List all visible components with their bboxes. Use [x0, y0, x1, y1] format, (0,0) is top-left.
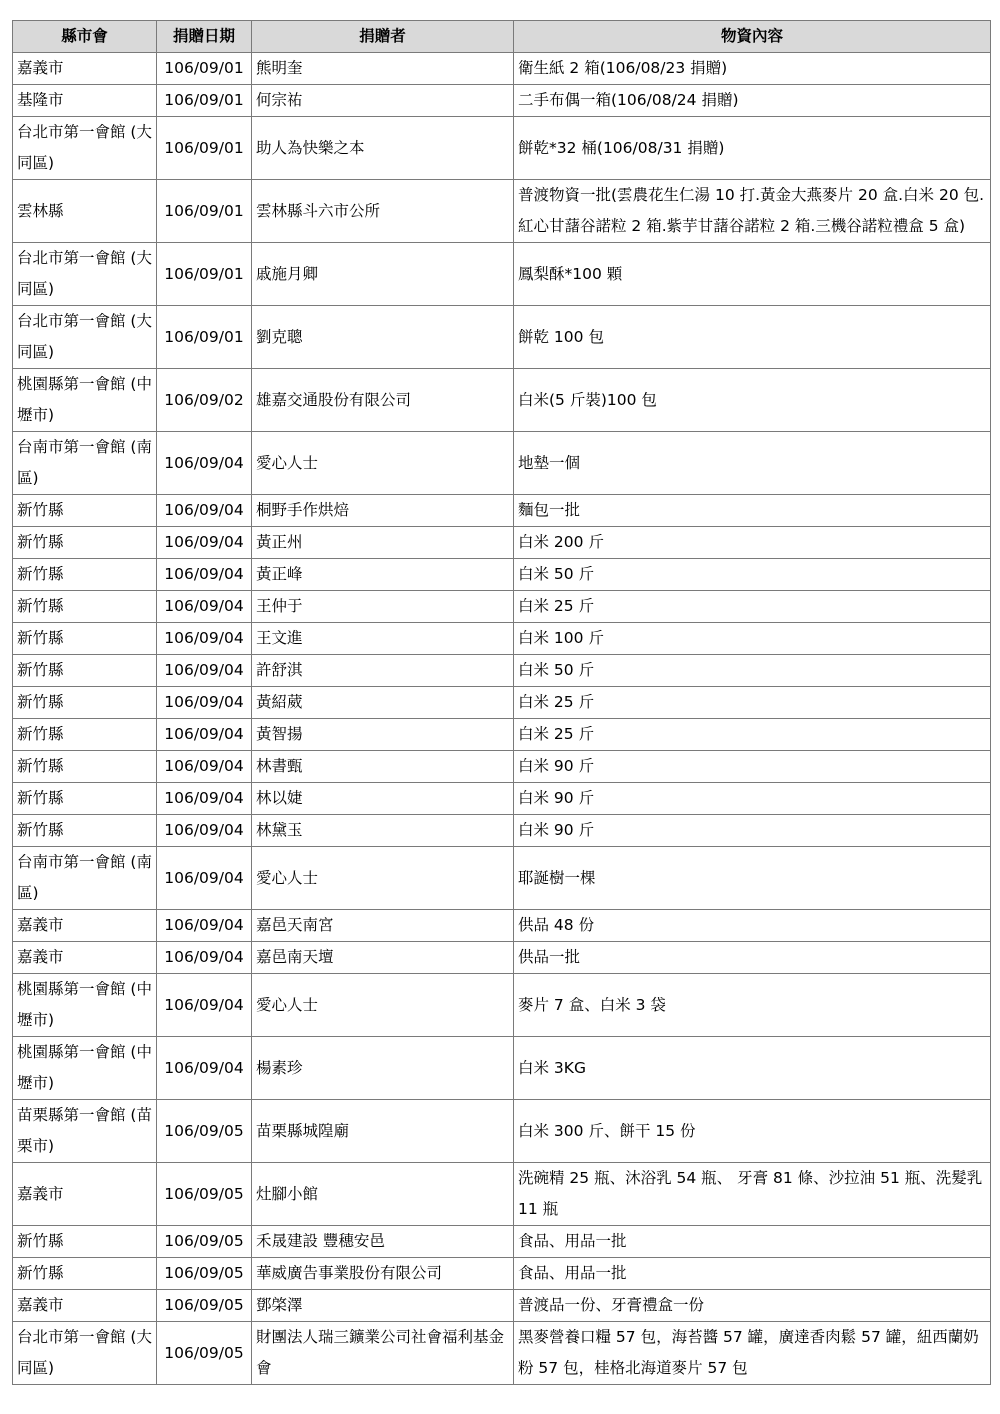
- county-cell: 新竹縣: [13, 655, 157, 687]
- county-cell: 新竹縣: [13, 783, 157, 815]
- date-cell: 106/09/04: [157, 687, 252, 719]
- table-row: [13, 85, 991, 117]
- items-cell: 供品一批: [514, 942, 991, 974]
- header-date: 捐贈日期: [157, 21, 252, 53]
- items-cell: 餅乾*32 桶(106/08/31 捐贈): [514, 117, 991, 180]
- header-donor: 捐贈者: [252, 21, 514, 53]
- county-cell: 新竹縣: [13, 623, 157, 655]
- items-cell: 白米 3KG: [514, 1037, 991, 1100]
- date-cell: 106/09/04: [157, 495, 252, 527]
- date-cell: 106/09/05: [157, 1258, 252, 1290]
- county-cell: 台北市第一會館 (大同區): [13, 1322, 157, 1385]
- donor-cell: 雲林縣斗六市公所: [252, 180, 514, 243]
- table-row: [13, 623, 991, 655]
- donor-cell: 助人為快樂之本: [252, 117, 514, 180]
- items-cell: 洗碗精 25 瓶、沐浴乳 54 瓶、 牙膏 81 條、沙拉油 51 瓶、洗髮乳 11 瓶: [514, 1163, 991, 1226]
- items-cell: 耶誕樹一棵: [514, 847, 991, 910]
- county-cell: 雲林縣: [13, 180, 157, 243]
- date-cell: 106/09/01: [157, 180, 252, 243]
- date-cell: 106/09/04: [157, 559, 252, 591]
- donor-cell: 王仲于: [252, 591, 514, 623]
- county-cell: 基隆市: [13, 85, 157, 117]
- items-cell: 白米 25 斤: [514, 687, 991, 719]
- items-cell: 白米 200 斤: [514, 527, 991, 559]
- county-cell: 新竹縣: [13, 1226, 157, 1258]
- table-row: [13, 1037, 991, 1100]
- date-cell: 106/09/01: [157, 243, 252, 306]
- items-cell: 普渡品一份、牙膏禮盒一份: [514, 1290, 991, 1322]
- items-cell: 白米 50 斤: [514, 655, 991, 687]
- county-cell: 桃園縣第一會館 (中壢市): [13, 369, 157, 432]
- items-cell: 麥片 7 盒、白米 3 袋: [514, 974, 991, 1037]
- county-cell: 新竹縣: [13, 527, 157, 559]
- table-body: [13, 53, 991, 1385]
- table-row: [13, 1322, 991, 1385]
- items-cell: 白米 300 斤、餅干 15 份: [514, 1100, 991, 1163]
- date-cell: 106/09/04: [157, 1037, 252, 1100]
- table-row: [13, 591, 991, 623]
- table-row: [13, 1226, 991, 1258]
- date-cell: 106/09/02: [157, 369, 252, 432]
- county-cell: 新竹縣: [13, 1258, 157, 1290]
- date-cell: 106/09/04: [157, 623, 252, 655]
- items-cell: 二手布偶一箱(106/08/24 捐贈): [514, 85, 991, 117]
- date-cell: 106/09/05: [157, 1290, 252, 1322]
- county-cell: 嘉義市: [13, 1163, 157, 1226]
- table-row: [13, 369, 991, 432]
- table-row: [13, 655, 991, 687]
- donor-cell: 熊明奎: [252, 53, 514, 85]
- donor-cell: 許舒淇: [252, 655, 514, 687]
- date-cell: 106/09/05: [157, 1226, 252, 1258]
- county-cell: 台南市第一會館 (南區): [13, 432, 157, 495]
- county-cell: 台南市第一會館 (南區): [13, 847, 157, 910]
- donor-cell: 禾晟建設 豐穗安邑: [252, 1226, 514, 1258]
- county-cell: 新竹縣: [13, 559, 157, 591]
- items-cell: 白米 25 斤: [514, 719, 991, 751]
- date-cell: 106/09/04: [157, 783, 252, 815]
- donor-cell: 華威廣告事業股份有限公司: [252, 1258, 514, 1290]
- date-cell: 106/09/04: [157, 942, 252, 974]
- table-row: [13, 783, 991, 815]
- donor-cell: 林黛玉: [252, 815, 514, 847]
- date-cell: 106/09/01: [157, 53, 252, 85]
- county-cell: 台北市第一會館 (大同區): [13, 243, 157, 306]
- donor-cell: 劉克聰: [252, 306, 514, 369]
- donor-cell: 林書甄: [252, 751, 514, 783]
- donor-cell: 楊素珍: [252, 1037, 514, 1100]
- items-cell: 黑麥營養口糧 57 包，海苔醬 57 罐，廣達香肉鬆 57 罐，紐西蘭奶粉 57 包，桂格北海道麥片 57 包: [514, 1322, 991, 1385]
- date-cell: 106/09/01: [157, 117, 252, 180]
- donor-cell: 黃紹葳: [252, 687, 514, 719]
- county-cell: 台北市第一會館 (大同區): [13, 117, 157, 180]
- items-cell: 白米 25 斤: [514, 591, 991, 623]
- items-cell: 衛生紙 2 箱(106/08/23 捐贈): [514, 53, 991, 85]
- donor-cell: 雄嘉交通股份有限公司: [252, 369, 514, 432]
- donor-cell: 嘉邑南天壇: [252, 942, 514, 974]
- items-cell: 食品、用品一批: [514, 1226, 991, 1258]
- table-header-row: [13, 21, 991, 53]
- donor-cell: 苗栗縣城隍廟: [252, 1100, 514, 1163]
- table-row: [13, 1100, 991, 1163]
- donor-cell: 愛心人士: [252, 432, 514, 495]
- county-cell: 新竹縣: [13, 719, 157, 751]
- table-row: [13, 243, 991, 306]
- donor-cell: 鄧棨澤: [252, 1290, 514, 1322]
- date-cell: 106/09/04: [157, 527, 252, 559]
- date-cell: 106/09/04: [157, 847, 252, 910]
- county-cell: 苗栗縣第一會館 (苗栗市): [13, 1100, 157, 1163]
- date-cell: 106/09/04: [157, 432, 252, 495]
- donor-cell: 何宗祐: [252, 85, 514, 117]
- county-cell: 新竹縣: [13, 815, 157, 847]
- table-row: [13, 815, 991, 847]
- date-cell: 106/09/04: [157, 910, 252, 942]
- donor-cell: 桐野手作烘焙: [252, 495, 514, 527]
- items-cell: 食品、用品一批: [514, 1258, 991, 1290]
- table-row: [13, 847, 991, 910]
- table-row: [13, 53, 991, 85]
- table-row: [13, 559, 991, 591]
- items-cell: 鳳梨酥*100 顆: [514, 243, 991, 306]
- items-cell: 白米 90 斤: [514, 751, 991, 783]
- donor-cell: 王文進: [252, 623, 514, 655]
- table-row: [13, 687, 991, 719]
- county-cell: 台北市第一會館 (大同區): [13, 306, 157, 369]
- date-cell: 106/09/01: [157, 306, 252, 369]
- table-row: [13, 432, 991, 495]
- county-cell: 嘉義市: [13, 942, 157, 974]
- date-cell: 106/09/04: [157, 655, 252, 687]
- donor-cell: 愛心人士: [252, 974, 514, 1037]
- county-cell: 新竹縣: [13, 495, 157, 527]
- table-row: [13, 974, 991, 1037]
- header-county: 縣市會: [13, 21, 157, 53]
- donor-cell: 林以婕: [252, 783, 514, 815]
- donor-cell: 灶腳小館: [252, 1163, 514, 1226]
- table-row: [13, 751, 991, 783]
- items-cell: 白米 50 斤: [514, 559, 991, 591]
- items-cell: 白米 90 斤: [514, 783, 991, 815]
- donor-cell: 黃智揚: [252, 719, 514, 751]
- donor-cell: 黃正州: [252, 527, 514, 559]
- donor-cell: 黃正峰: [252, 559, 514, 591]
- county-cell: 新竹縣: [13, 751, 157, 783]
- donor-cell: 愛心人士: [252, 847, 514, 910]
- county-cell: 嘉義市: [13, 53, 157, 85]
- date-cell: 106/09/04: [157, 591, 252, 623]
- donor-cell: 財團法人瑞三鑛業公司社會福利基金會: [252, 1322, 514, 1385]
- items-cell: 麵包一批: [514, 495, 991, 527]
- table-row: [13, 719, 991, 751]
- date-cell: 106/09/05: [157, 1322, 252, 1385]
- table-row: [13, 495, 991, 527]
- date-cell: 106/09/05: [157, 1163, 252, 1226]
- items-cell: 白米 100 斤: [514, 623, 991, 655]
- items-cell: 白米 90 斤: [514, 815, 991, 847]
- date-cell: 106/09/04: [157, 815, 252, 847]
- table-row: [13, 1163, 991, 1226]
- table-row: [13, 306, 991, 369]
- date-cell: 106/09/01: [157, 85, 252, 117]
- donor-cell: 戚施月卿: [252, 243, 514, 306]
- items-cell: 供品 48 份: [514, 910, 991, 942]
- county-cell: 新竹縣: [13, 591, 157, 623]
- table-row: [13, 527, 991, 559]
- items-cell: 白米(5 斤裝)100 包: [514, 369, 991, 432]
- date-cell: 106/09/04: [157, 751, 252, 783]
- donation-table: [12, 20, 991, 1385]
- items-cell: 餅乾 100 包: [514, 306, 991, 369]
- table-row: [13, 910, 991, 942]
- items-cell: 地墊一個: [514, 432, 991, 495]
- donor-cell: 嘉邑天南宮: [252, 910, 514, 942]
- county-cell: 嘉義市: [13, 910, 157, 942]
- table-row: [13, 942, 991, 974]
- county-cell: 桃園縣第一會館 (中壢市): [13, 974, 157, 1037]
- county-cell: 新竹縣: [13, 687, 157, 719]
- date-cell: 106/09/05: [157, 1100, 252, 1163]
- date-cell: 106/09/04: [157, 719, 252, 751]
- date-cell: 106/09/04: [157, 974, 252, 1037]
- items-cell: 普渡物資一批(雲農花生仁湯 10 打.黃金大燕麥片 20 盒.白米 20 包.紅心甘藷谷諾粒 2 箱.紫芋甘藷谷諾粒 2 箱.三機谷諾粒禮盒 5 盒): [514, 180, 991, 243]
- county-cell: 桃園縣第一會館 (中壢市): [13, 1037, 157, 1100]
- table-row: [13, 180, 991, 243]
- table-row: [13, 117, 991, 180]
- table-row: [13, 1258, 991, 1290]
- table-row: [13, 1290, 991, 1322]
- header-items: 物資內容: [514, 21, 991, 53]
- county-cell: 嘉義市: [13, 1290, 157, 1322]
